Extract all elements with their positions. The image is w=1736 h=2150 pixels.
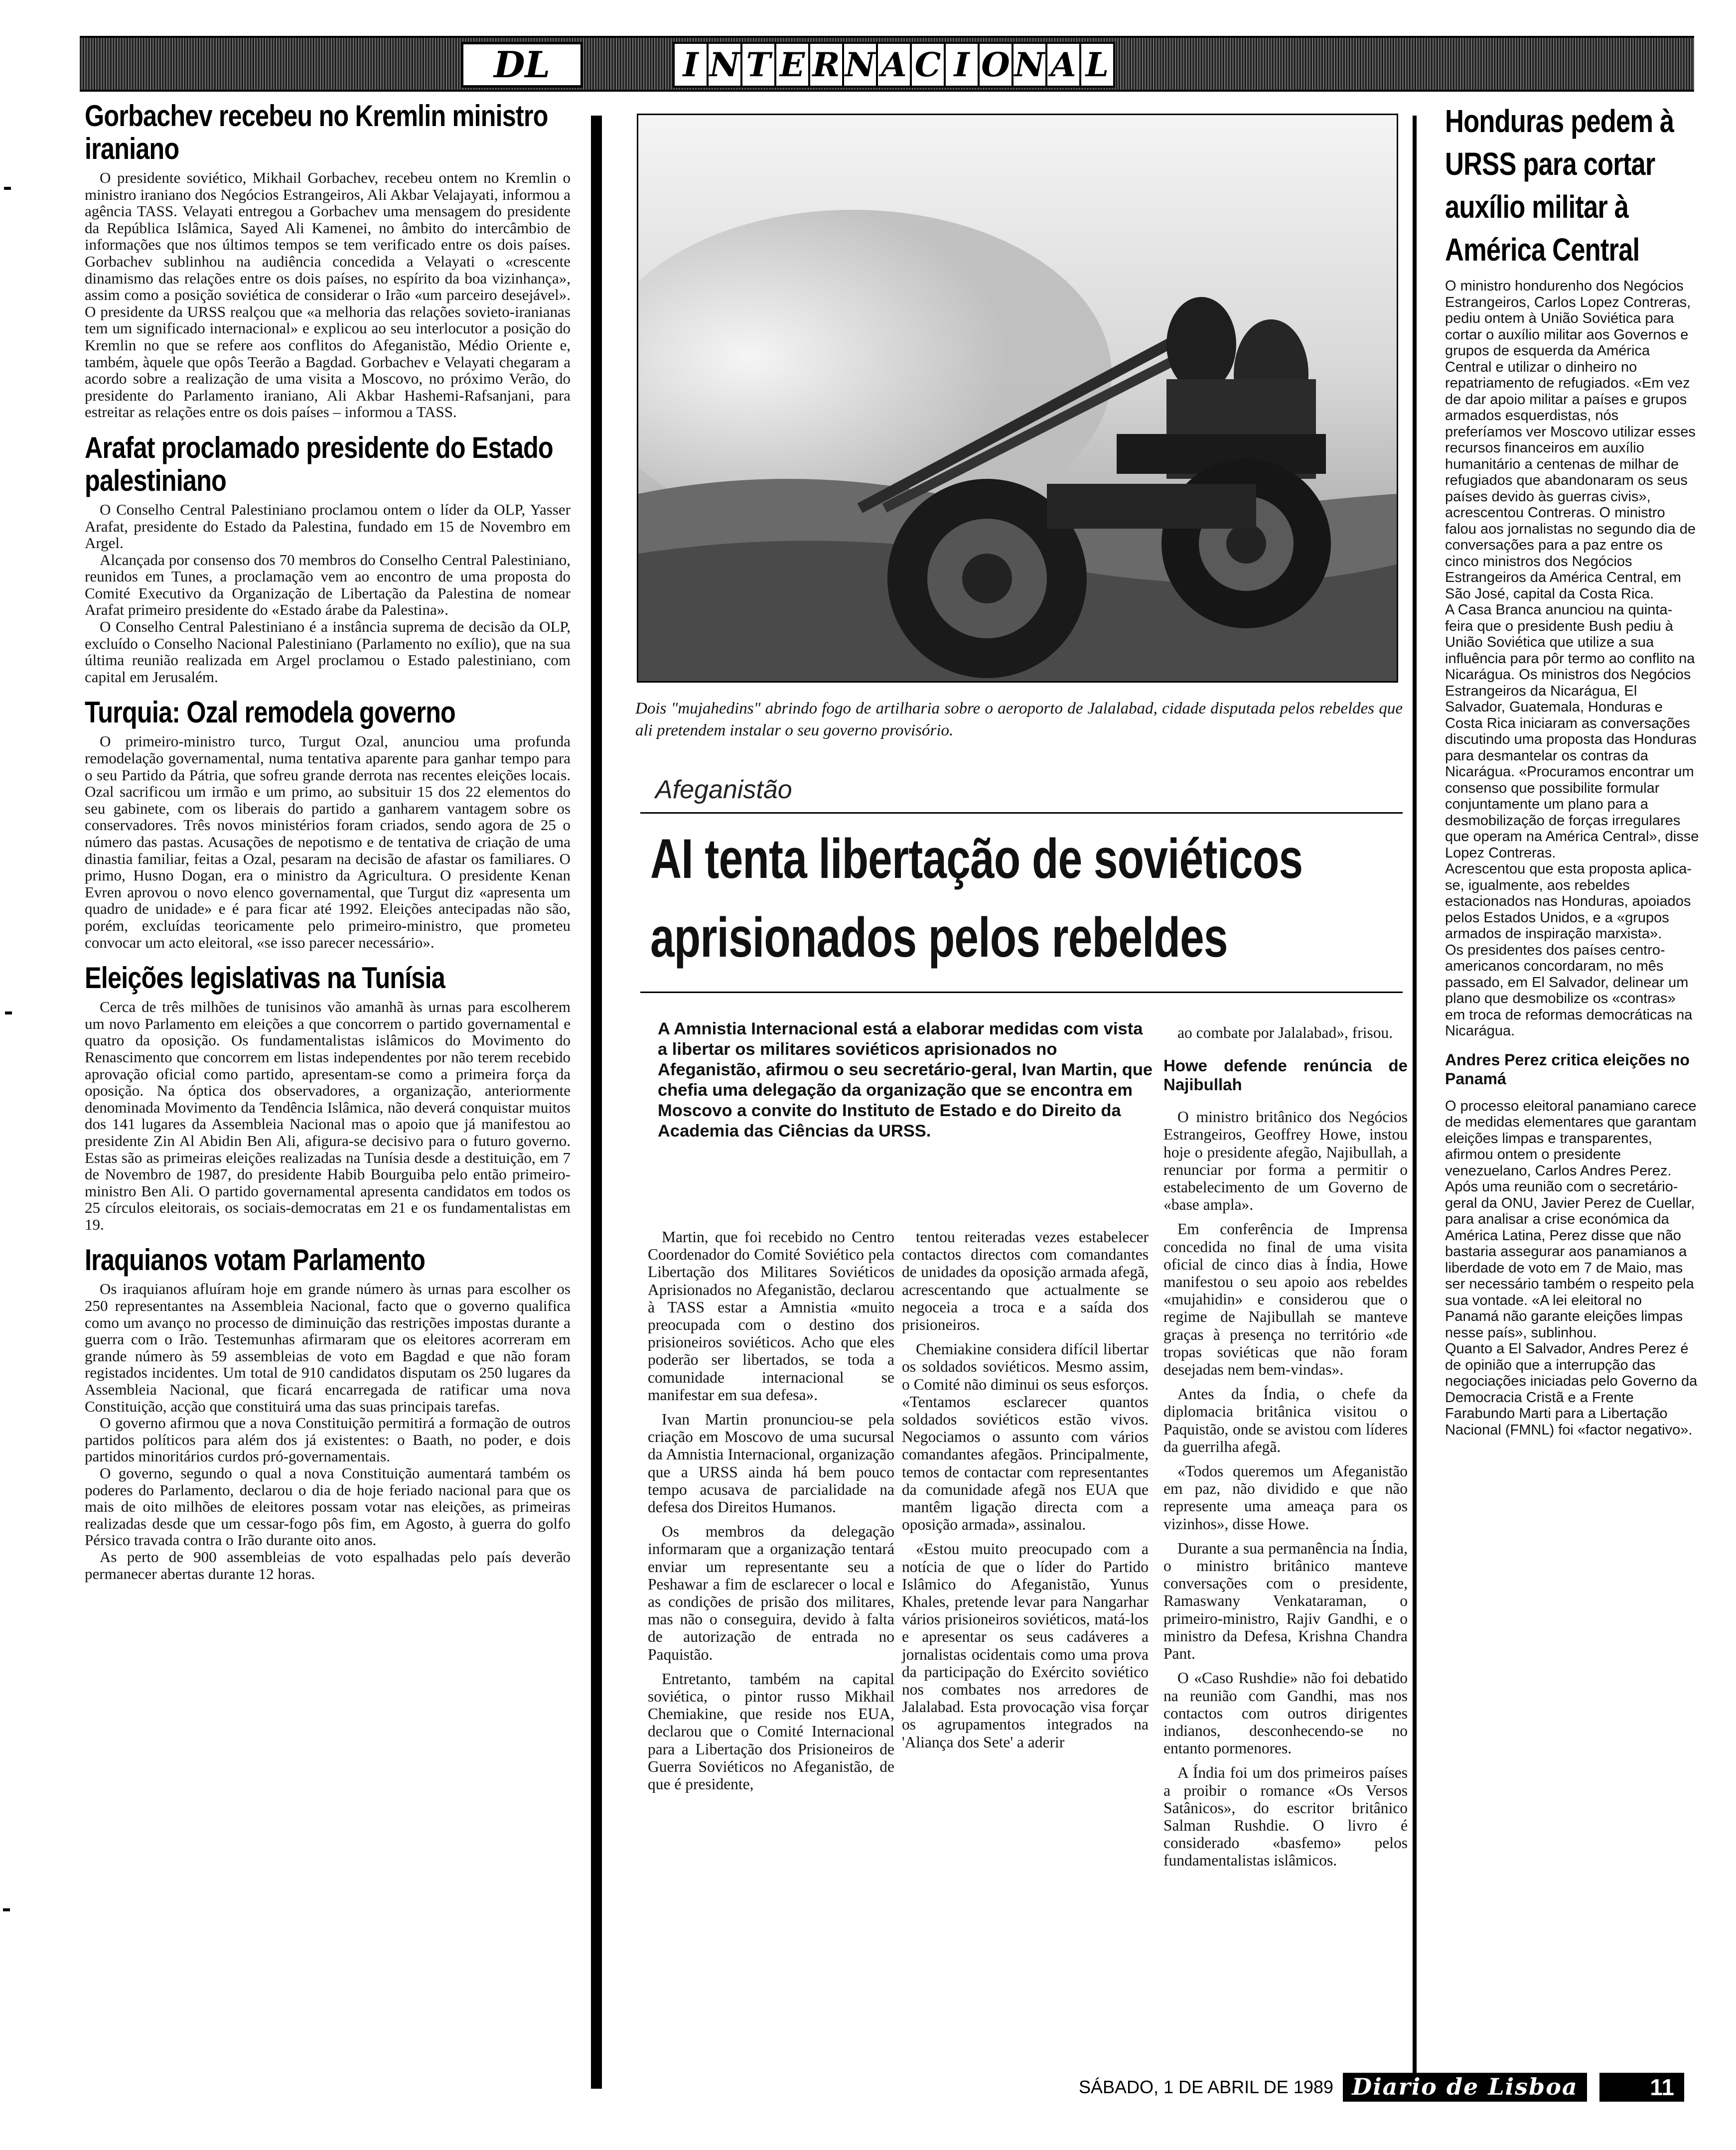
story-column-a [648, 1228, 894, 1800]
right-subheadline: Andres Perez critica eleições no Panamá [1445, 1050, 1690, 1088]
right-headline: Honduras pedem à URSS para cortar auxílio militar à América Central [1445, 103, 1674, 268]
left-article [85, 1244, 571, 1582]
article-headline: Gorbachev recebeu no Kremlin ministro iraniano [85, 99, 548, 165]
article-paragraph: Cerca de três milhões de tunisinos vão amanhã às urnas para escolherem um novo Parlamento em eleições a que concorrem o partido governamental e quatro da oposição. Os fundamentalistas islâmicos do Movimento do Renascimento que concorrem em listas independentes por não terem recebido aprovação oficial como partido, apresentam-se como a primeira força da oposição. Na óptica dos observadores, a organização, anteriormente denominada Movimento da Tendência Islâmica, não deverá conquistar muitos dos 141 lugares da Assembleia Nacional mas o apoio que já manifestou ao presidente Zin Al Abidin Ben Ali, afigura-se decisivo para o futuro governo. Estas são as primeiras eleições realizadas na Tunísia desde a destituição, em 7 de Novembro de 1987, do presidente Habib Bourguiba pelo então primeiro-ministro Ben Ali. O partido governamental apresenta candidatos em todos os 25 círculos eleitorais, os sociais-democratas em 21 e os fundamentalistas em 19. [85, 998, 571, 1233]
scan-mark [3, 1908, 10, 1911]
story-lead: A Amnistia Internacional está a elaborar medidas com vista a libertar os militares soviéticos aprisionados no Afeganistão, afirmou o seu secretário-geral, Ivan Martin, que chefia uma delegação da organização que se encontra em Moscovo a convite do Instituto de Estado e do Direito da Academia das Ciências da URSS. [658, 1019, 1153, 1141]
section-title-letter: O [978, 42, 1013, 88]
story-paragraph: Ivan Martin pronunciou-se pela criação em Moscovo de uma sucursal da Amnistia Internacional, organização que a URSS ainda há bem pouco tempo acusava de parcialidade na defesa dos Direitos Humanos. [648, 1411, 894, 1516]
article-headline: Eleições legislativas na Tunísia [85, 961, 445, 995]
story-paragraph: O «Caso Rushdie» não foi debatido na reunião com Gandhi, mas nos contactos com outros dirigentes indianos, desconhecendo-se no entanto pormenores. [1163, 1669, 1408, 1757]
story-paragraph: Antes da Índia, o chefe da diplomacia britânica visitou o Paquistão, onde se avistou com líderes da guerrilha afegã. [1163, 1385, 1408, 1455]
left-column [85, 100, 571, 2063]
story-column-c-intro: ao combate por Jalalabad», frisou. [1177, 1024, 1393, 1041]
article-paragraph: O Conselho Central Palestiniano é a instância suprema de decisão da OLP, excluído o Conselho Nacional Palestiniano (Parlamento no exílio), que na sua última reunião realizada em Argel proclamou o Estado palestiniano, com capital em Jerusalém. [85, 618, 571, 686]
story-paragraph: Os presidentes dos países centro-americanos concordaram, no mês passado, em El Salvador, delinear um plano que desmobilize os «contras» em troca de reformas democráticas na Nicarágua. [1445, 942, 1693, 1039]
section-title-letter: I [673, 42, 709, 88]
section-title-letter: N [842, 42, 878, 88]
section-title-letter: N [707, 42, 742, 88]
story-paragraph: Acrescentou que esta proposta aplica-se, igualmente, aos rebeldes estacionados nas Honduras, apoiados pelos Estados Unidos, e a «grupos armados de inspiração marxista». [1445, 861, 1692, 942]
section-title-letter: I [944, 42, 980, 88]
article-body [85, 733, 571, 951]
main-headline-line2: aprisionados pelos rebeldes [650, 906, 1228, 969]
article-paragraph: O governo afirmou que a nova Constituição permitirá a formação de outros partidos políticos para além dos já existentes: o Baath, no poder, e dois partidos minoritários curdos pró-governamentais. [85, 1414, 571, 1465]
left-article [85, 696, 571, 951]
story-column-b [902, 1228, 1149, 1758]
footer-date: SÁBADO, 1 DE ABRIL DE 1989 [1079, 2077, 1333, 2097]
section-title-letter: A [1045, 42, 1081, 88]
left-article [85, 100, 571, 421]
main-headline-line1: AI tenta libertação de soviéticos [650, 828, 1303, 890]
right-article-body [1445, 278, 1699, 1039]
column-rule-right [1413, 116, 1417, 2089]
article-body [85, 999, 571, 1233]
section-title-letter: E [774, 42, 810, 88]
section-title-letter: T [740, 42, 776, 88]
story-paragraph: Durante a sua permanência na Índia, o ministro britânico manteve conversações com o presidente, Ramaswany Venkataraman, o primeiro-ministro, Rajiv Gandhi, e o ministro da Defesa, Krishna Chandra Pant. [1163, 1539, 1408, 1663]
article-paragraph: O Conselho Central Palestiniano proclamou ontem o líder da OLP, Yasser Arafat, presidente do Estado da Palestina, fundado em 15 de Novembro em Argel. [85, 500, 571, 552]
article-body [85, 501, 571, 686]
section-title [673, 42, 1113, 88]
story-paragraph: «Estou muito preocupado com a notícia de que o líder do Partido Islâmico do Afeganistão, Yunus Khales, pretende levar para Nangarhar vários prisioneiros soviéticos, matá-los e apresentar os seus cadáveres a jornalistas ocidentais como uma prova da participação do Exército soviético nos combates nos arredores de Jalalabad. Esta provocação visa forçar os agrupamentos integrados na 'Aliança dos Sete' a aderir [902, 1540, 1149, 1751]
story-paragraph: A Índia foi um dos primeiros países a proibir o romance «Os Versos Satânicos», do escritor britânico Salman Rushdie. O livro é considerado «basfemo» pelos fundamentalistas islâmicos. [1163, 1764, 1408, 1869]
story-paragraph: Os membros da delegação informaram que a organização tentará enviar um representante seu a Peshawar a fim de esclarecer o local e as condições de prisão dos militares, mas não o conseguira, devido à falta de autorização de entrada no Paquistão. [648, 1523, 894, 1663]
article-paragraph: O presidente soviético, Mikhail Gorbachev, recebeu ontem no Kremlin o ministro iraniano dos Negócios Estrangeiros, Ali Akbar Velajayati, informou a agência TASS. Velayati entregou a Gorbachev uma mensagem do presidente da República Islâmica, Sayed Ali Kamenei, no âmbito do intercâmbio de informações que nos últimos tempos se tem verificado entre os dois países. Gorbachev sublinhou na audiência concedida a Velayati o «crescente dinamismo das relações entre os dois países, no espírito da boa vizinhança», assim como a posição soviética de considerar o Irão «um parceiro desejável». O presidente da URSS realçou que «a melhoria das relações sovieto-iranianas tem um significado internacional» e explicou ao seu interlocutor a posição do Kremlin no que se refere aos conflitos do Afeganistão, Médio Oriente e, também, àquele que opôs Teerão a Bagdad. Gorbachev e Velayati chegaram a acordo sobre a realização de uma visita a Moscovo, no próximo Verão, do presidente do Parlamento iraniano, Ali Akbar Hashemi-Rafsanjani, para estreitar as relações entre os dois países – informou a TASS. [85, 169, 571, 421]
story-paragraph: tentou reiteradas vezes estabelecer contactos directos com comandantes de unidades da oposição armada afegã, acrescentando que actualmente se negoceia a troca e a saída dos prisioneiros. [902, 1228, 1149, 1334]
scan-mark [4, 187, 11, 190]
article-body [85, 169, 571, 421]
story-kicker: Afeganistão [655, 775, 792, 804]
article-headline: Turquia: Ozal remodela governo [85, 696, 455, 729]
section-title-letter: R [808, 42, 844, 88]
section-title-letter: C [910, 42, 946, 88]
story-paragraph: Quanto a El Salvador, Andres Perez é de opinião que a interrupção das negociações iniciadas pelo Governo da Democracia Cristã e a Frente Farabundo Marti para a Libertação Nacional (FMNL) foi «factor negativo». [1445, 1341, 1698, 1438]
story-paragraph: Entretanto, também na capital soviética, o pintor russo Mikhail Chemiakine, que reside nos EUA, declarou que o Comité Internacional para a Libertação dos Prisioneiros de Guerra Soviéticos no Afeganistão, de que é presidente, [648, 1670, 894, 1793]
scan-mark [5, 1011, 12, 1014]
column-rule-left [591, 116, 602, 2089]
story-paragraph: Martin, que foi recebido no Centro Coordenador do Comité Soviético pela Libertação dos Militares Soviéticos Aprisionados no Afeganistão, declarou à TASS estar a Amnistia «muito preocupada com o destino dos prisioneiros soviéticos. Acho que eles poderão ser libertados, se toda a comunidade internacional se manifestar em sua defesa». [648, 1228, 894, 1404]
article-paragraph: Os iraquianos afluíram hoje em grande número às urnas para escolher os 250 representantes na Assembleia Nacional, facto que o governo qualifica como um avanço no processo de diminuição das restrições impostas durante a guerra com o Irão. Testemunhas afirmaram que os eleitores acorreram em grande número às 59 assembleias de voto em Bagdad e que não foram registados incidentes. Um total de 910 candidatos disputam os 250 lugares da Assembleia Nacional, que ficará encarregada de ratificar uma nova Constituição, acção que constituirá uma das suas principais tarefas. [85, 1280, 571, 1415]
article-headline: Iraquianos votam Parlamento [85, 1243, 426, 1277]
news-photo [637, 114, 1398, 683]
story-column-c-body [1163, 1108, 1408, 1869]
photo-caption: Dois "mujahedins" abrindo fogo de artilharia sobre o aeroporto de Jalalabad, cidade disputada pelos rebeldes que ali pretendem instalar o seu governo provisório. [635, 700, 1403, 739]
article-headline: Arafat proclamado presidente do Estado palestiniano [85, 430, 553, 497]
page-number: 11 [1599, 2073, 1684, 2102]
right-column [1445, 100, 1699, 2063]
left-article [85, 431, 571, 686]
story-column-c [1163, 1024, 1408, 1876]
kicker-rule [640, 812, 1403, 814]
artillery-photo-illustration [638, 115, 1398, 683]
story-paragraph: «Todos queremos um Afeganistão em paz, não dividido e que não represente uma ameaça para os vizinhos», disse Howe. [1163, 1462, 1408, 1533]
article-paragraph: O primeiro-ministro turco, Turgut Ozal, anunciou uma profunda remodelação governamental, numa tentativa aparente para ganhar tempo para o seu Partido da Pátria, que sofreu grande derrota nas recentes eleições locais. Ozal sacrificou um irmão e um primo, ao subsituir 15 dos 22 elementos do seu gabinete, com os liberais do partido a ganharem vantagem sobre os conservadores. Três novos ministérios foram criados, sendo agora de 25 o número das pastas. Acusações de nepotismo e de tentativa de criação de uma dinastia familiar, feitas a Ozal, pesaram na decisão de afastar os familiares. O primo, Husno Dogan, era o ministro da Agricultura. O presidente Kenan Evren aprovou o novo elenco governamental, que Turgut diz «apresenta um quadro de unidade» e é para ficar até 1992. Eleições antecipadas não são, porém, excluídas teoricamente pelo primeiro-ministro, que prometeu convocar um acto eleitoral, «se isso parecer necessário». [85, 732, 571, 951]
story-paragraph: Chemiakine considera difícil libertar os soldados soviéticos. Mesmo assim, o Comité não diminui os seus esforços. «Tentamos esclarecer quantos soldados soviéticos estão vivos. Negociamos o assunto com vários comandantes afegãos. Principalmente, temos de contactar com representantes da comunidade afegã nos EUA que mantêm ligação directa com a oposição armada», assinalou. [902, 1340, 1149, 1534]
section-title-letter: A [876, 42, 912, 88]
newspaper-name: Diario de Lisboa [1343, 2073, 1587, 2102]
section-title-letter: L [1079, 42, 1115, 88]
right-article-body-2 [1445, 1098, 1699, 1438]
section-title-letter: N [1012, 42, 1047, 88]
article-paragraph: Alcançada por consenso dos 70 membros do Conselho Central Palestiniano, reunidos em Tunes, a proclamação vem ao encontro de uma proposta do Comité Executivo da Organização de Libertação da Palestina de nomear Arafat primeiro presidente do «Estado árabe da Palestina». [85, 551, 571, 619]
story-paragraph: O processo eleitoral panamiano carece de medidas elementares que garantam eleições limpas e transparentes, afirmou ontem o presidente venezuelano, Carlos Andres Perez. Após uma reunião com o secretário-geral da ONU, Javier Perez de Cuellar, para analisar a crise económica da América Latina, Perez disse que não bastaria assegurar aos panamianos a liberdade de voto em 7 de Maio, mas ser necessário também o respeito pela sua vontade. «A lei eleitoral no Panamá não garante eleições limpas nesse país», sublinhou. [1445, 1098, 1697, 1341]
article-body [85, 1281, 571, 1582]
story-subheadline: Howe defende renúncia de Najibullah [1163, 1056, 1408, 1094]
story-paragraph: O ministro hondurenho dos Negócios Estrangeiros, Carlos Lopez Contreras, pediu ontem à União Soviética para cortar o auxílio militar aos Governos e grupos de esquerda da América Central e utilizar o dinheiro no repatriamento de refugiados. «Em vez de dar apoio militar a países e grupos armados esquerdistas, nós preferíamos ver Moscovo utilizar esses recursos financeiros em auxílio humanitário a centenas de milhar de refugiados que abandonaram os seus países devido às guerras civis», acrescentou Contreras. O ministro falou aos jornalistas no segundo dia de conversações para a paz entre os cinco ministros dos Negócios Estrangeiros da América Central, em São José, capital da Costa Rica. [1445, 278, 1696, 602]
headline-rule [640, 992, 1403, 993]
story-paragraph: Em conferência de Imprensa concedida no final de uma visita oficial de cinco dias à Índia, Howe manifestou o seu apoio aos rebeldes «mujahidin» e considerou que o regime de Najibullah se manteve graças à presença no território «de tropas soviéticas que não foram desejadas nem bem-vindas». [1163, 1220, 1408, 1379]
article-paragraph: O governo, segundo o qual a nova Constituição aumentará também os poderes do Parlamento, declarou o dia de hoje feriado nacional para que os mais de oito milhões de eleitores possam votar nas eleições, as primeiras realizadas desde que um cessar-fogo pôs fim, em Agosto, à guerra do golfo Pérsico travada contra o Irão durante oito anos. [85, 1464, 571, 1549]
dl-logo: DL [461, 42, 583, 88]
article-paragraph: As perto de 900 assembleias de voto espalhadas pelo país deverão permanecer abertas durante 12 horas. [85, 1548, 571, 1582]
story-paragraph: A Casa Branca anunciou na quinta-feira que o presidente Bush pediu à União Soviética que utilize a sua influência para pôr termo ao conflito na Nicarágua. Os ministros dos Negócios Estrangeiros da Nicarágua, El Salvador, Guatemala, Honduras e Costa Rica iniciaram as conversações discutindo uma proposta das Honduras para desmantelar os contras da Nicarágua. «Procuramos encontrar um consenso que possibilite formular conjuntamente um plano para a desmobilização de forças irregulares que operam na América Central», disse Lopez Contreras. [1445, 602, 1699, 861]
story-paragraph: O ministro britânico dos Negócios Estrangeiros, Geoffrey Howe, instou hoje o presidente afegão, Najibullah, a renunciar por forma a permitir o estabelecimento de um Governo de «base ampla». [1163, 1108, 1408, 1214]
left-article [85, 962, 571, 1233]
